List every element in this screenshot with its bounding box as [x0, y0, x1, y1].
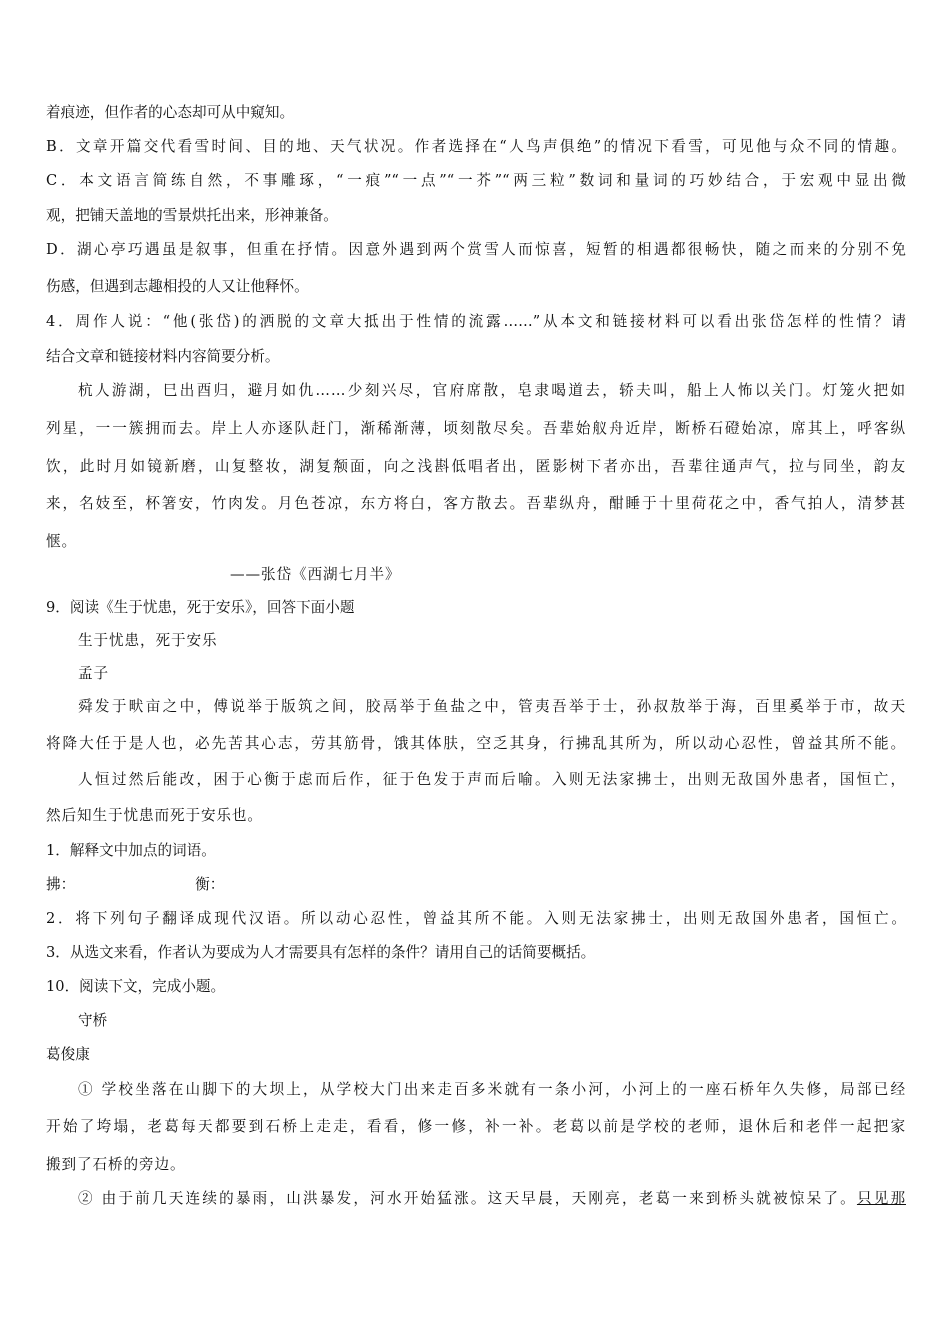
- passage-title: 生于忧患，死于安乐: [78, 632, 218, 649]
- text-line: 结合文章和链接材料内容简要分析。: [46, 348, 280, 365]
- text-line: 着痕迹，但作者的心态却可从中窥知。: [46, 104, 295, 121]
- classical-passage-line: 来，名妓至，杯箸安，竹肉发。月色苍凉，东方将白，客方散去。吾辈纵舟，酣睡于十里荷花之中，香气拍人，清梦甚: [46, 495, 906, 512]
- passage-attribution: ——张岱《西湖七月半》: [230, 566, 401, 583]
- sub-question-1: 1．解释文中加点的词语。: [46, 842, 216, 859]
- sub-question-2: 2．将下列句子翻译成现代汉语。所以动心忍性，曾益其所不能。入则无法家拂士，出则无敌国外患者，国恒亡。: [46, 910, 906, 927]
- story-title: 守桥: [78, 1012, 108, 1029]
- classical-passage-line: 列星，一一簇拥而去。岸上人亦逐队赶门，渐稀渐薄，顷刻散尽矣。吾辈始舣舟近岸，断桥石磴始凉，席其上，呼客纵: [46, 420, 906, 437]
- classical-passage-line: 饮，此时月如镜新磨，山复整妆，湖复颒面，向之浅斟低唱者出，匿影树下者亦出，吾辈往通声气，拉与同坐，韵友: [46, 458, 906, 475]
- story-paragraph-line: [78, 1189, 906, 1209]
- option-c: C．本文语言简练自然，不事雕琢，“一痕”“一点”“一芥”“两三粒”数词和量词的巧妙结合，于宏观中显出微: [46, 172, 906, 189]
- question-4: 4．周作人说：“他(张岱)的洒脱的文章大抵出于性情的流露……”从本文和链接材料可以看出张岱怎样的性情？请: [46, 313, 906, 330]
- word-explain-row: [46, 875, 906, 895]
- classical-passage-line: 将降大任于是人也，必先苦其心志，劳其筋骨，饿其体肤，空乏其身，行拂乱其所为，所以动心忍性，曾益其所不能。: [46, 735, 906, 752]
- classical-passage-line: 惬。: [46, 533, 77, 550]
- story-author: 葛俊康: [46, 1046, 90, 1063]
- story-text: ② 由于前几天连续的暴雨，山洪暴发，河水开始猛涨。这天早晨，天刚亮，老葛一来到桥头就被惊呆了。: [78, 1190, 857, 1207]
- story-paragraph-line: 搬到了石桥的旁边。: [46, 1156, 186, 1173]
- word-fu-label: 拂：: [46, 876, 76, 893]
- option-b: B．文章开篇交代看雪时间、目的地、天气状况。作者选择在“人鸟声俱绝”的情况下看雪，可见他与众不同的情趣。: [46, 138, 906, 155]
- word-heng-label: 衡：: [195, 876, 225, 893]
- story-paragraph-line: ① 学校坐落在山脚下的大坝上，从学校大门出来走百多米就有一条小河，小河上的一座石桥年久失修，局部已经: [78, 1081, 906, 1098]
- text-line: 观，把铺天盖地的雪景烘托出来，形神兼备。: [46, 207, 338, 224]
- question-10: 10．阅读下文，完成小题。: [46, 978, 226, 995]
- classical-passage-line: 然后知生于忧患而死于安乐也。: [46, 807, 263, 824]
- option-d: D．湖心亭巧遇虽是叙事，但重在抒情。因意外遇到两个赏雪人而惊喜，短暂的相遇都很畅快，随之而来的分别不免: [46, 241, 906, 258]
- classical-passage-line: 杭人游湖，巳出酉归，避月如仇……少刻兴尽，官府席散，皂隶喝道去，轿夫叫，船上人怖以关门。灯笼火把如: [78, 382, 906, 399]
- classical-passage-line: 人恒过然后能改，困于心衡于虑而后作，征于色发于声而后喻。入则无法家拂士，出则无敌国外患者，国恒亡，: [78, 771, 906, 788]
- passage-author: 孟子: [78, 665, 109, 682]
- question-9: 9．阅读《生于忧患，死于安乐》，回答下面小题: [46, 599, 355, 616]
- story-paragraph-line: 开始了垮塌，老葛每天都要到石桥上走走，看看，修一修，补一补。老葛以前是学校的老师，退休后和老伴一起把家: [46, 1118, 906, 1135]
- text-line: 伤感，但遇到志趣相投的人又让他释怀。: [46, 278, 309, 295]
- underlined-text: 只见那: [856, 1190, 906, 1207]
- sub-question-3: 3．从选文来看，作者认为要成为人才需要具有怎样的条件？请用自己的话简要概括。: [46, 944, 596, 961]
- classical-passage-line: 舜发于畎亩之中，傅说举于版筑之间，胶鬲举于鱼盐之中，管夷吾举于士，孙叔敖举于海，百里奚举于市，故天: [78, 698, 906, 715]
